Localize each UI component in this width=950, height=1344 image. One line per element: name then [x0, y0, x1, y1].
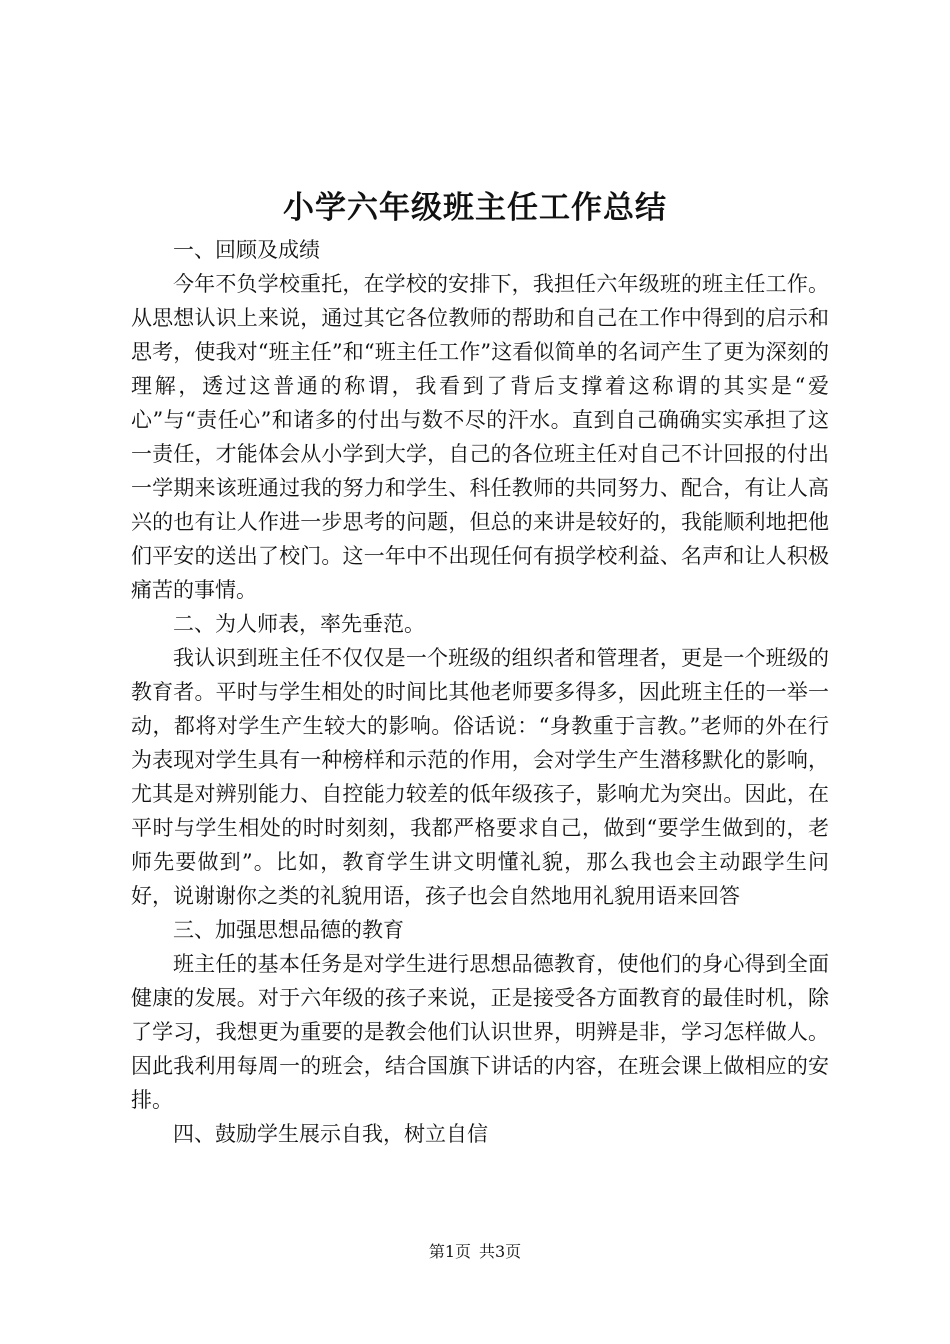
- page-number: 第1页: [428, 1242, 471, 1261]
- section-heading-moral-education: 三、加强思想品德的教育: [173, 918, 404, 942]
- paragraph-review: 今年不负学校重托，在学校的安排下，我担任六年级班的班主任工作。从思想认识上来说，通过其它各位教师的帮助和自己在工作中得到的启示和思考，使我对“班主任”和“班主任工作”这看似简单的名词产生了更为深刻的理解，透过这普通的称谓，我看到了背后支撑着这称谓的其实是“爱心”与“责任心”和诸多的付出与数不尽的汗水。直到自己确确实实承担了这一责任，才能体会从小学到大学，自己的各位班主任对自己不计回报的付出一学期来该班通过我的努力和学生、科任教师的共同努力、配合，有让人高兴的也有让人作进一步思考的问题，但总的来讲是较好的，我能顺利地把他们平安的送出了校门。这一年中不出现任何有损学校利益、名声和让人积极痛苦的事情。: [131, 272, 829, 602]
- section-heading-self-confidence: 四、鼓励学生展示自我，树立自信: [173, 1122, 488, 1146]
- paragraph-role-model: 我认识到班主任不仅仅是一个班级的组织者和管理者，更是一个班级的教育者。平时与学生相处的时间比其他老师要多得多，因此班主任的一举一动，都将对学生产生较大的影响。俗话说：“身教重于言教。”老师的外在行为表现对学生具有一种榜样和示范的作用，会对学生产生潜移默化的影响，尤其是对辨别能力、自控能力较差的低年级孩子，影响尤为突出。因此，在平时与学生相处的时时刻刻，我都严格要求自己，做到“要学生做到的，老师先要做到”。比如，教育学生讲文明懂礼貌，那么我也会主动跟学生问好，说谢谢你之类的礼貌用语，孩子也会自然地用礼貌用语来回答: [131, 646, 830, 908]
- page-total: 共3页: [479, 1242, 522, 1261]
- section-heading-review: 一、回顾及成绩: [173, 238, 320, 262]
- page-footer: [0, 1241, 950, 1263]
- paragraph-moral-education: 班主任的基本任务是对学生进行思想品德教育，使他们的身心得到全面健康的发展。对于六年级的孩子来说，正是接受各方面教育的最佳时机，除了学习，我想更为重要的是教会他们认识世界，明辨是非，学习怎样做人。因此我利用每周一的班会，结合国旗下讲话的内容，在班会课上做相应的安排。: [131, 952, 829, 1112]
- document-body: [131, 233, 829, 1151]
- section-heading-role-model: 二、为人师表，率先垂范。: [173, 612, 425, 636]
- document-title: 小学六年级班主任工作总结: [283, 190, 667, 226]
